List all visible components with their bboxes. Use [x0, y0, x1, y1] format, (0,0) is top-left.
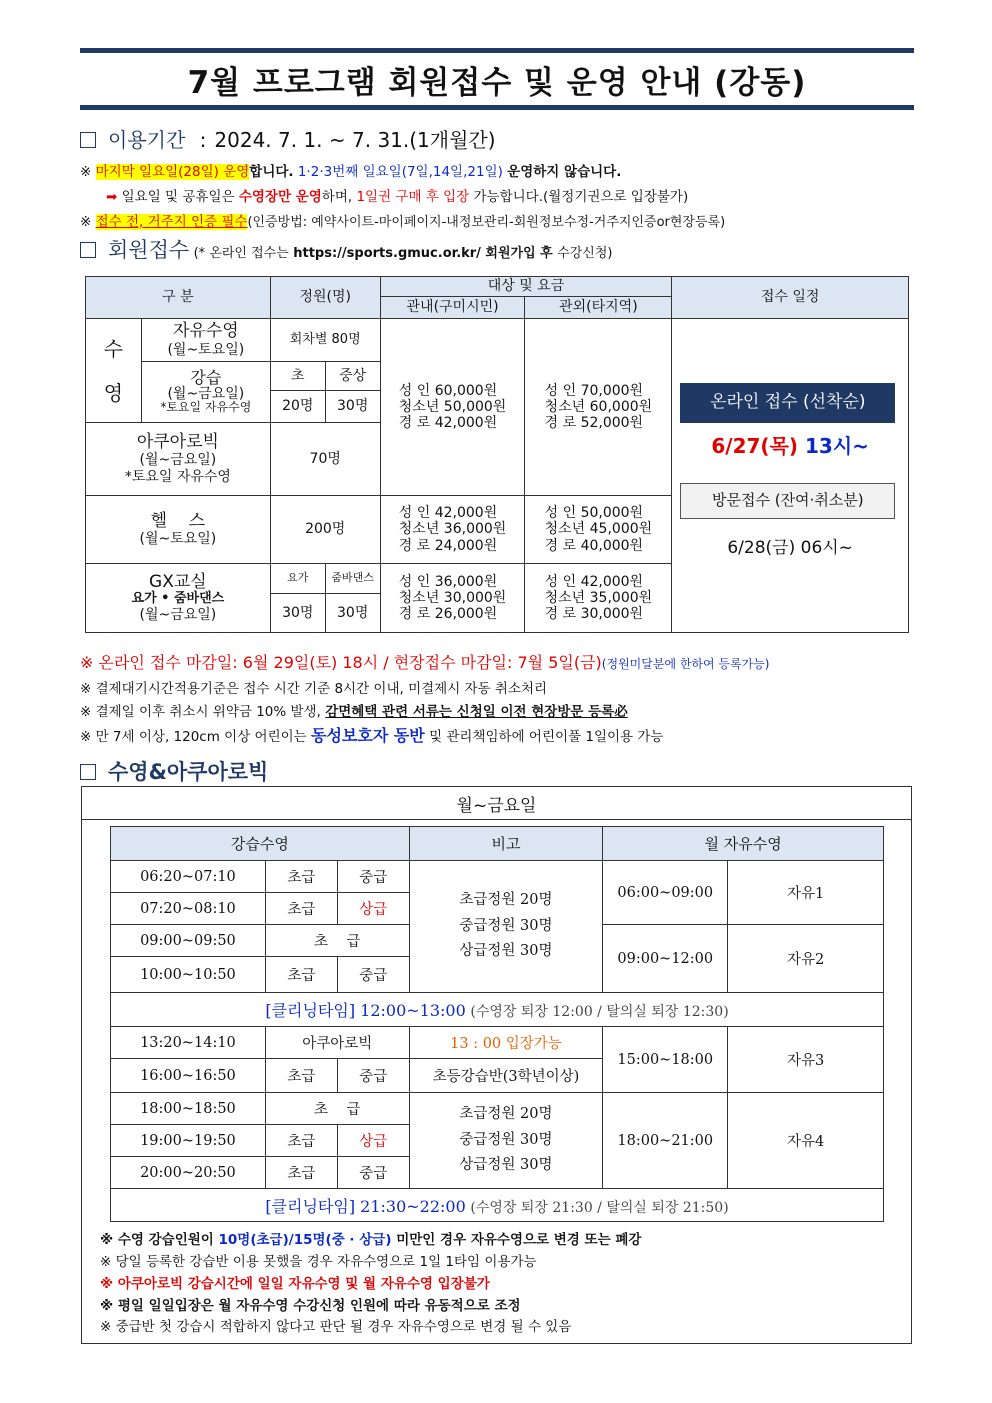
lesson-time: 18:00~18:50	[111, 1093, 266, 1125]
online-date-day: 6/27(목)	[711, 434, 799, 458]
free-time: 09:00~12:00	[603, 925, 728, 993]
cleaning-time-2	[111, 1189, 884, 1222]
free-time: 15:00~18:00	[603, 1027, 728, 1093]
header-outside: 관외(타지역)	[525, 297, 672, 319]
note-child-rest: 및 관리책임하에 어린이풀 1일이용 가능	[429, 729, 664, 745]
deadline-main: ※ 온라인 접수 마감일: 6월 29일(토) 18시 / 현장접수 마감일: 7월 5일(금)	[80, 653, 602, 672]
cleaning-detail: (수영장 퇴장 12:00 / 탈의실 퇴장 12:30)	[470, 1004, 729, 1020]
free-slot: 자유3	[728, 1027, 884, 1093]
health-capacity: 200명	[270, 496, 380, 564]
deadline-tail: (정원미달분에 한하여 등록가능)	[601, 657, 770, 671]
notice1-text2: 운영하지 않습니다.	[507, 164, 622, 180]
notice2-text-b: 하며,	[321, 189, 353, 205]
lesson-label: 강습	[190, 367, 222, 387]
free-time: 06:00~09:00	[603, 861, 728, 925]
notice2-text-c: 가능합니다.(월정기권으로 입장불가)	[473, 189, 689, 205]
fee-swim-inside	[380, 319, 525, 496]
lesson-level: 중급	[337, 861, 409, 893]
note-child-text: ※ 만 7세 이상, 120cm 이상 어린이는	[80, 729, 307, 745]
checkbox-square-icon	[80, 132, 96, 148]
fee-line: 경 로 52,000원	[544, 415, 644, 432]
free-slot: 자유1	[728, 861, 884, 925]
header-remark: 비고	[409, 827, 603, 861]
header-capacity: 정원(명)	[270, 277, 380, 319]
period-line	[80, 124, 496, 153]
bottom-note-1c: 미만인 경우 자유수영으로 변경 또는 폐강	[396, 1232, 642, 1248]
schedule-table	[110, 826, 884, 1222]
aqua-note: *토요일 자유수영	[124, 469, 231, 486]
health-label: 헬 스	[150, 510, 206, 531]
notice2-red-1: 수영장만 운영	[238, 189, 322, 205]
remark-entry: 13 : 00 입장가능	[409, 1027, 603, 1059]
bottom-note-1a: ※ 수영 강습인원이	[100, 1232, 214, 1248]
aqua-label: 아쿠아로빅	[136, 432, 219, 452]
bottom-note-5: ※ 중급반 첫 강습시 적합하지 않다고 판단 될 경우 자유수영으로 변경 될 수 있음	[100, 1319, 572, 1335]
lesson-time: 06:20~07:10	[111, 861, 266, 893]
notice3-text: (인증방법: 예약사이트-마이페이지-내정보관리-회원정보수정-거주지인증or현장등록)	[247, 215, 726, 230]
visit-date: 6/28(금) 06시~	[727, 538, 853, 558]
note-payment: ※ 결제대기시간적용기준은 접수 시간 기준 8시간 이내, 미결제시 자동 취소처리	[80, 681, 548, 697]
lesson-level: 중급	[337, 1157, 409, 1189]
notice2-text-a: 일요일 및 공휴일은	[121, 189, 235, 205]
gx-days: (월~금요일)	[139, 607, 217, 624]
header-inside: 관내(구미시민)	[380, 297, 525, 319]
free-swim-days: (월~토요일)	[167, 341, 245, 358]
page-title	[80, 48, 914, 110]
signup-note-a: (* 온라인 접수는	[193, 246, 289, 261]
header-target: 대상 및 요금	[380, 277, 672, 297]
lesson-time: 16:00~16:50	[111, 1059, 266, 1093]
fee-health-inside	[380, 496, 525, 564]
period-label: 이용기간	[108, 128, 186, 152]
remark-line: 중급정원 30명	[459, 1131, 553, 1148]
online-date-time: 13시~	[805, 434, 869, 458]
fee-gx-inside	[380, 564, 525, 633]
visit-signup-button[interactable]: 방문접수 (잔여·취소분)	[680, 483, 895, 519]
fee-swim-outside	[525, 319, 672, 496]
note-child-blue: 동성보호자 동반	[311, 726, 425, 745]
notice3-highlight: 접수 전, 거주지 인증 필수	[95, 214, 248, 230]
lesson-level: 초 급	[265, 1093, 409, 1125]
lesson-note: *토요일 자유수영	[160, 400, 252, 415]
fee-line: 경 로 24,000원	[398, 537, 498, 554]
bottom-note-3: ※ 아쿠아로빅 강습시간에 일일 자유수영 및 월 자유수영 입장불가	[100, 1276, 490, 1292]
health-days: (월~토요일)	[139, 531, 217, 548]
lesson-level: 초급	[265, 1125, 337, 1157]
fee-line: 성 인 50,000원	[544, 505, 644, 522]
cleaning-detail: (수영장 퇴장 21:30 / 탈의실 퇴장 21:50)	[470, 1199, 729, 1216]
lesson-time: 19:00~19:50	[111, 1125, 266, 1157]
gx-label: GX교실	[149, 571, 207, 592]
lesson-level: 초급	[265, 893, 337, 925]
header-category: 구 분	[86, 277, 271, 319]
fee-line: 청소년 35,000원	[544, 589, 653, 606]
lesson-level: 초급	[265, 957, 337, 993]
lesson-days: (월~금요일)	[167, 385, 245, 402]
fee-line: 경 로 40,000원	[544, 537, 644, 554]
fee-line: 성 인 36,000원	[398, 573, 498, 590]
notice-line-1	[80, 160, 621, 180]
lesson-time: 10:00~10:50	[111, 957, 266, 993]
fee-line: 성 인 60,000원	[398, 382, 498, 399]
lesson-level: 초 급	[265, 925, 409, 957]
gx-capacity-zumba: 30명	[325, 594, 380, 633]
aqua-capacity: 70명	[270, 423, 380, 496]
note-cancel	[80, 700, 628, 720]
checkbox-square-icon	[80, 242, 96, 258]
aqua-section-label: 수영&아쿠아로빅	[108, 760, 269, 784]
period-colon: :	[199, 128, 207, 152]
remark-entry: 초등강습반(3학년이상)	[409, 1059, 603, 1093]
header-lesson: 강습수영	[111, 827, 410, 861]
lesson-level: 상급	[337, 1125, 409, 1157]
remark-line: 중급정원 30명	[459, 917, 553, 934]
signup-label: 회원접수	[108, 238, 190, 262]
gx-yoga: 요가	[270, 564, 325, 594]
fee-line: 청소년 60,000원	[544, 398, 653, 415]
lesson-level: 상급	[337, 893, 409, 925]
free-slot: 자유4	[728, 1093, 884, 1189]
checkbox-square-icon	[80, 764, 96, 780]
fee-line: 경 로 30,000원	[544, 606, 644, 623]
level-upper: 중상	[325, 362, 380, 391]
fee-table	[85, 276, 909, 633]
note-cancel-bold: 감면혜택 관련 서류는 신청일 이전 현장방문 등록必	[325, 704, 628, 720]
gx-capacity-yoga: 30명	[270, 594, 325, 633]
note-child	[80, 723, 663, 746]
remark-line: 상급정원 30명	[459, 943, 553, 960]
signup-url[interactable]: https://sports.gmuc.or.kr/	[293, 246, 481, 261]
swim-label: 수 영	[86, 319, 142, 423]
capacity-upper: 30명	[325, 391, 380, 423]
remark-line: 상급정원 30명	[459, 1157, 553, 1174]
lesson-time: 20:00~20:50	[111, 1157, 266, 1189]
arrow-right-icon: ➡	[106, 189, 118, 205]
online-signup-button[interactable]: 온라인 접수 (선착순)	[680, 383, 895, 423]
aqua-section-heading	[80, 756, 268, 786]
gx-sub: 요가 • 줌바댄스	[131, 591, 225, 607]
bottom-note-2: ※ 당일 등록한 강습반 이용 못했을 경우 자유수영으로 1일 1타임 이용가능	[100, 1254, 537, 1270]
notice-line-3	[80, 210, 725, 230]
fee-line: 경 로 26,000원	[398, 606, 498, 623]
lesson-time: 07:20~08:10	[111, 893, 266, 925]
page-title-text: 7월 프로그램 회원접수 및 운영 안내 (강동)	[187, 64, 807, 101]
period-value: 2024. 7. 1. ~ 7. 31.(1개월간)	[214, 128, 496, 152]
schedule-cell	[672, 319, 909, 633]
signup-line	[80, 234, 612, 264]
online-date	[672, 435, 908, 458]
lesson-level: 초급	[265, 861, 337, 893]
notice2-red-2: 1일권 구매 후 입장	[356, 189, 470, 205]
fee-gx-outside	[525, 564, 672, 633]
fee-line: 성 인 70,000원	[544, 382, 644, 399]
bottom-note-4: ※ 평일 일일입장은 월 자유수영 수강신청 인원에 따라 유동적으로 조정	[100, 1298, 521, 1314]
fee-line: 경 로 42,000원	[398, 415, 498, 432]
lesson-level: 중급	[337, 1059, 409, 1093]
gx-zumba: 줌바댄스	[325, 564, 380, 594]
lesson-time: 13:20~14:10	[111, 1027, 266, 1059]
fee-line: 청소년 36,000원	[398, 521, 507, 538]
notice1-text: 합니다.	[249, 164, 294, 180]
free-time: 18:00~21:00	[603, 1093, 728, 1189]
cleaning-main: [클리닝타임] 21:30~22:00	[265, 1196, 466, 1216]
level-beginner: 초	[270, 362, 325, 391]
lesson-time: 09:00~09:50	[111, 925, 266, 957]
fee-line: 성 인 42,000원	[398, 505, 498, 522]
header-monthly: 월 자유수영	[603, 827, 884, 861]
fee-line: 청소년 30,000원	[398, 589, 507, 606]
lesson-level: 초급	[265, 1059, 337, 1093]
weekday-header: 월~금요일	[82, 787, 911, 820]
aqua-days: (월~금요일)	[139, 452, 217, 469]
free-swim-label: 자유수영	[173, 321, 239, 342]
cleaning-time-1	[111, 993, 884, 1027]
notice1-blue: 1·2·3번째 일요일(7일,14일,21일)	[297, 164, 503, 180]
lesson-level: 초급	[265, 1157, 337, 1189]
note-cancel-text: ※ 결제일 이후 취소시 위약금 10% 발생,	[80, 704, 321, 720]
fee-line: 청소년 50,000원	[398, 398, 507, 415]
remark-line: 초급정원 20명	[459, 892, 553, 909]
free-slot: 자유2	[728, 925, 884, 993]
lesson-level: 중급	[337, 957, 409, 993]
cleaning-main: [클리닝타임] 12:00~13:00	[265, 1001, 466, 1020]
lesson-level: 아쿠아로빅	[265, 1027, 409, 1059]
bottom-note-1b: 10명(초급)/15명(중 · 상급)	[218, 1232, 392, 1248]
capacity-beginner: 20명	[270, 391, 325, 423]
header-schedule: 접수 일정	[672, 277, 909, 319]
bottom-note-1	[100, 1228, 641, 1248]
fee-health-outside	[525, 496, 672, 564]
signup-note-c: 수강신청)	[557, 246, 613, 261]
remark-capacity-2	[409, 1093, 603, 1189]
remark-capacity-1	[409, 861, 603, 993]
notice-line-2	[106, 185, 688, 205]
notice1-highlight: 마지막 일요일(28일) 운영	[95, 164, 250, 180]
fee-line: 청소년 45,000원	[544, 521, 653, 538]
signup-note-b: 회원가입 후	[485, 246, 553, 261]
note-mark: ※	[80, 164, 92, 180]
fee-line: 성 인 42,000원	[544, 573, 644, 590]
deadline-line	[80, 650, 770, 673]
free-swim-capacity: 회차별 80명	[270, 319, 380, 362]
remark-line: 초급정원 20명	[459, 1106, 553, 1123]
note-mark: ※	[80, 214, 92, 230]
